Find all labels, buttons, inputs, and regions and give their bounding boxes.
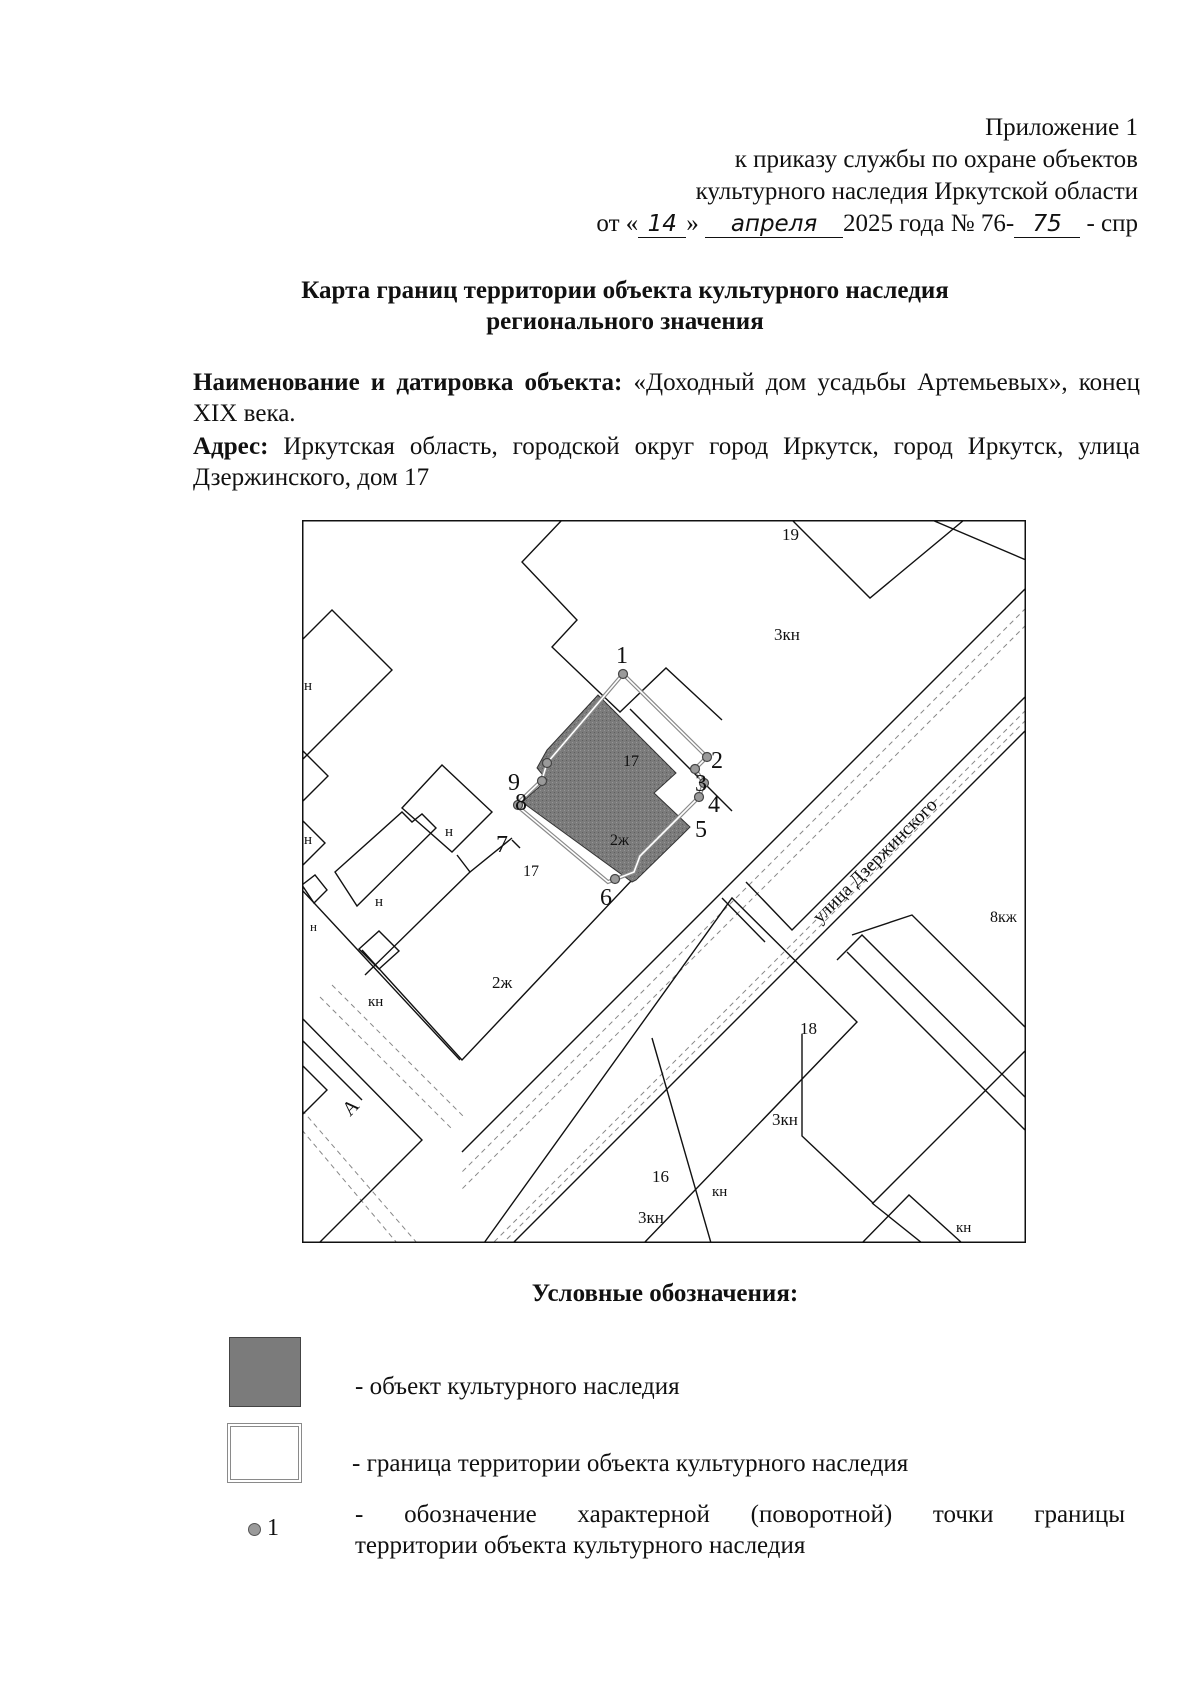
point-label-8: 8 bbox=[515, 790, 527, 816]
house-number-label: 19 bbox=[782, 525, 799, 544]
building-n-outline bbox=[302, 610, 392, 760]
point-label-2: 2 bbox=[711, 748, 723, 774]
building-label: н bbox=[310, 919, 317, 934]
building-label: 2ж bbox=[492, 973, 513, 992]
appendix-header bbox=[438, 112, 1138, 240]
house-number-label: 17 bbox=[623, 753, 639, 770]
title-line-2: регионального значения bbox=[486, 308, 764, 335]
object-address bbox=[193, 431, 1140, 493]
street-dashed-line bbox=[332, 985, 465, 1121]
heritage-building bbox=[522, 695, 690, 882]
object-value: «Доходный дом усадьбы Артемьевых», конец XIX века. bbox=[193, 369, 1140, 427]
address-value: Иркутская область, городской округ город Иркутск, город Иркутск, улица Дзержинского, дом 17 bbox=[193, 433, 1141, 491]
order-number: 75 bbox=[1014, 211, 1080, 238]
street-edge-line bbox=[462, 588, 1026, 1152]
building-18-outline bbox=[484, 898, 857, 1243]
object-label: Наименование и датировка объекта: bbox=[193, 369, 623, 396]
address-label: Адрес: bbox=[193, 433, 269, 460]
legend-point-symbol bbox=[248, 1515, 279, 1542]
plot-line bbox=[932, 520, 1026, 560]
building-19-outline bbox=[792, 520, 964, 598]
street-dashed-line bbox=[302, 1130, 397, 1243]
boundary-point-6 bbox=[611, 875, 620, 884]
legend-title: Условные обозначения: bbox=[531, 1280, 799, 1307]
plot-2zh-outline bbox=[362, 880, 632, 1060]
order-day: 14 bbox=[638, 211, 686, 238]
point-dot-icon bbox=[248, 1523, 261, 1536]
point-label-9: 9 bbox=[508, 770, 520, 796]
building-label: кн bbox=[956, 1220, 972, 1236]
legend-point-number: 1 bbox=[267, 1515, 279, 1541]
territory-map bbox=[302, 520, 1026, 1243]
street-dashed-line bbox=[302, 1110, 417, 1243]
building-18-outline bbox=[837, 935, 1026, 1098]
boundary-point-8 bbox=[538, 777, 547, 786]
street-name-label: улица Дзержинского bbox=[808, 794, 942, 928]
legend-heritage-swatch bbox=[229, 1337, 301, 1407]
building-n-outline bbox=[302, 750, 328, 802]
point-label-5: 5 bbox=[695, 817, 707, 843]
document-title bbox=[190, 275, 1060, 337]
building-label: 3кн bbox=[774, 625, 800, 644]
legend-point-text-line2: территории объекта культурного наследия bbox=[355, 1532, 806, 1559]
legend-point-text-line1: - обозначение характерной (поворотной) точки границы bbox=[355, 1501, 1125, 1528]
plot-line bbox=[722, 898, 765, 942]
building-label: кн bbox=[368, 994, 384, 1010]
building-label: н bbox=[304, 832, 313, 848]
building-label: н bbox=[304, 678, 313, 694]
building-label: 3кн bbox=[772, 1110, 798, 1129]
building-8kzh-outline bbox=[746, 696, 1026, 930]
building-label: кн bbox=[712, 1184, 728, 1200]
order-month: апреля bbox=[705, 211, 843, 238]
order-suffix: - спр bbox=[1086, 210, 1138, 237]
street-mark-label: А bbox=[337, 1094, 364, 1121]
appendix-line-3: культурного наследия Иркутской области bbox=[695, 178, 1138, 205]
plot-2zh-outline bbox=[365, 872, 470, 975]
building-18-outline bbox=[872, 1203, 922, 1243]
building-label: 8кж bbox=[990, 909, 1017, 926]
map-frame bbox=[303, 521, 1026, 1243]
house-number-label: 17 bbox=[523, 863, 539, 880]
building-n-outline bbox=[335, 812, 436, 906]
point-label-6: 6 bbox=[600, 885, 612, 911]
building-kn-outline bbox=[359, 931, 399, 969]
building-label: 3кн bbox=[638, 1208, 664, 1227]
order-year-text: 2025 года № 76- bbox=[843, 210, 1015, 237]
legend-boundary-swatch bbox=[227, 1423, 302, 1483]
date-mid: » bbox=[686, 210, 699, 237]
building-label: н bbox=[375, 894, 384, 910]
point-label-1: 1 bbox=[616, 643, 628, 669]
building-label: н bbox=[445, 824, 454, 840]
building-18-outline bbox=[847, 952, 1026, 1131]
order-date-line bbox=[438, 208, 1138, 240]
point-label-4: 4 bbox=[708, 792, 720, 818]
plot-2zh-outline bbox=[512, 840, 520, 848]
point-label-7: 7 bbox=[496, 832, 508, 858]
street-edge-line bbox=[302, 1065, 327, 1115]
legend-heritage-text: - объект культурного наследия bbox=[355, 1373, 680, 1400]
appendix-line-1: Приложение 1 bbox=[985, 114, 1138, 141]
house-number-label: 16 bbox=[652, 1167, 669, 1186]
building-18-outline bbox=[802, 1034, 1026, 1203]
plot-line bbox=[302, 890, 460, 1060]
building-label: 2ж bbox=[610, 832, 630, 849]
date-prefix: от « bbox=[596, 210, 639, 237]
street-dashed-line bbox=[320, 997, 453, 1130]
point-label-3: 3 bbox=[695, 771, 707, 797]
street-dashed-line bbox=[462, 608, 1026, 1172]
boundary-point-9 bbox=[543, 759, 552, 768]
street-dashed-line bbox=[462, 625, 1026, 1189]
house-number-label: 18 bbox=[800, 1019, 817, 1038]
legend-boundary-text: - граница территории объекта культурного наследия bbox=[352, 1450, 909, 1477]
building-19-outline bbox=[522, 520, 722, 720]
boundary-point-1 bbox=[619, 670, 628, 679]
building-n-outline bbox=[302, 875, 327, 903]
appendix-line-2: к приказу службы по охране объектов bbox=[734, 146, 1138, 173]
object-description bbox=[193, 367, 1140, 429]
title-line-1: Карта границ территории объекта культурного наследия bbox=[301, 277, 949, 304]
